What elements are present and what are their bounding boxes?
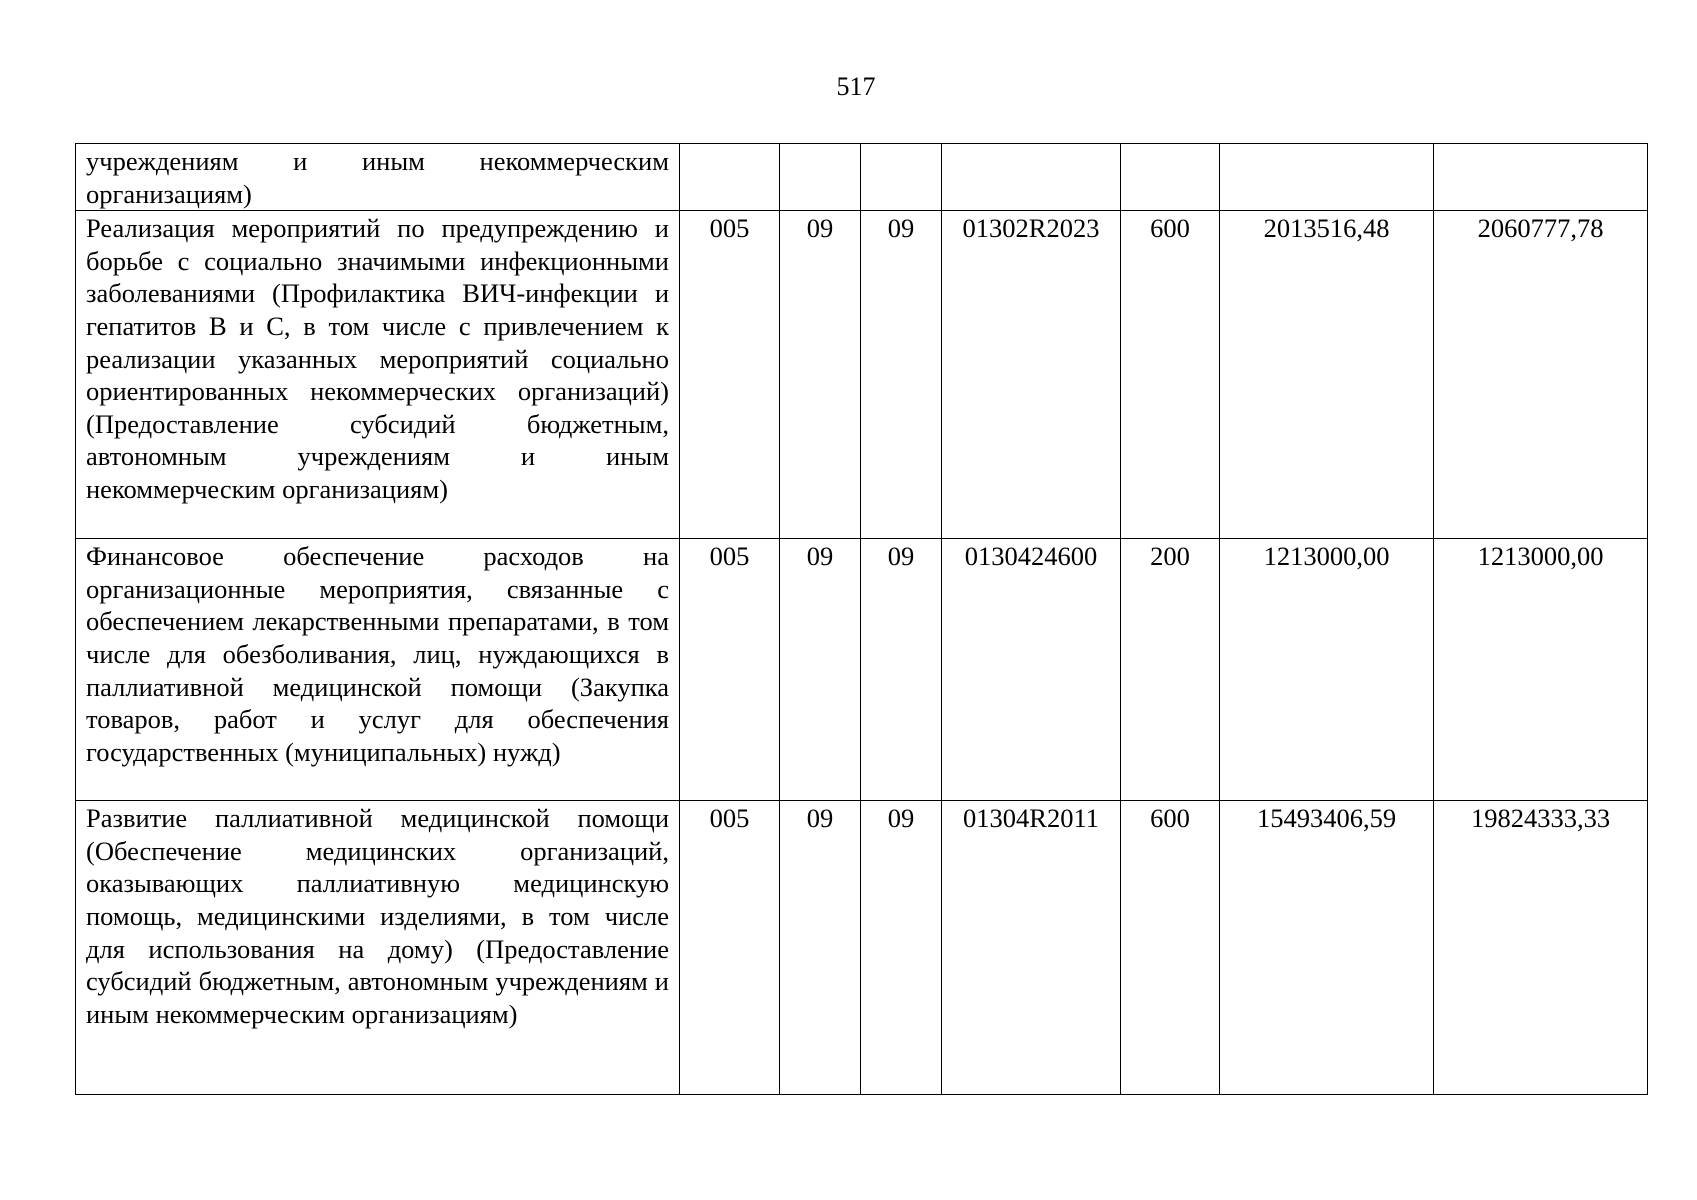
table-row xyxy=(76,801,1648,1095)
budget-table xyxy=(75,143,1648,1095)
amount-year-2 xyxy=(1434,144,1648,211)
target-article-code xyxy=(942,144,1121,211)
subsection-code: 09 xyxy=(861,211,942,539)
ministry-code xyxy=(680,144,780,211)
page-number: 517 xyxy=(836,72,876,101)
ministry-code: 005 xyxy=(680,211,780,539)
subsection-code xyxy=(861,144,942,211)
section-code xyxy=(780,144,861,211)
target-article-code: 01304R2011 xyxy=(942,801,1121,1095)
row-description: Реализация мероприятий по предупреждению и борьбе с социально значимыми инфекционными заболеваниями (Профилактика ВИЧ-инфекции и гепатитов В и С, в том числе с привлечением к реализации указанных мероприятий социально ориентированных некоммерческих организаций) (Предоставление субсидий бюджетным, автономным учреждениям и иным некоммерческим организациям) xyxy=(76,211,680,539)
section-code: 09 xyxy=(780,211,861,539)
table-row xyxy=(76,211,1648,539)
row-description: учреждениям и иным некоммерческим организациям) xyxy=(76,144,680,211)
expense-type-code: 200 xyxy=(1121,539,1220,801)
expense-type-code xyxy=(1121,144,1220,211)
section-code: 09 xyxy=(780,539,861,801)
expense-type-code: 600 xyxy=(1121,211,1220,539)
subsection-code: 09 xyxy=(861,801,942,1095)
subsection-code: 09 xyxy=(861,539,942,801)
amount-year-1 xyxy=(1220,144,1434,211)
amount-year-2: 19824333,33 xyxy=(1434,801,1648,1095)
row-description: Развитие паллиативной медицинской помощи (Обеспечение медицинских организаций, оказывающих паллиативную медицинскую помощь, медицинскими изделиями, в том числе для использования на дому) (Предоставление субсидий бюджетным, автономным учреждениям и иным некоммерческим организациям) xyxy=(76,801,680,1095)
amount-year-1: 1213000,00 xyxy=(1220,539,1434,801)
row-description: Финансовое обеспечение расходов на организационные мероприятия, связанные с обеспечением лекарственными препаратами, в том числе для обезболивания, лиц, нуждающихся в паллиативной медицинской помощи (Закупка товаров, работ и услуг для обеспечения государственных (муниципальных) нужд) xyxy=(76,539,680,801)
table-row xyxy=(76,144,1648,211)
amount-year-1: 15493406,59 xyxy=(1220,801,1434,1095)
ministry-code: 005 xyxy=(680,539,780,801)
table-row xyxy=(76,539,1648,801)
target-article-code: 0130424600 xyxy=(942,539,1121,801)
amount-year-2: 1213000,00 xyxy=(1434,539,1648,801)
amount-year-1: 2013516,48 xyxy=(1220,211,1434,539)
target-article-code: 01302R2023 xyxy=(942,211,1121,539)
expense-type-code: 600 xyxy=(1121,801,1220,1095)
amount-year-2: 2060777,78 xyxy=(1434,211,1648,539)
section-code: 09 xyxy=(780,801,861,1095)
ministry-code: 005 xyxy=(680,801,780,1095)
